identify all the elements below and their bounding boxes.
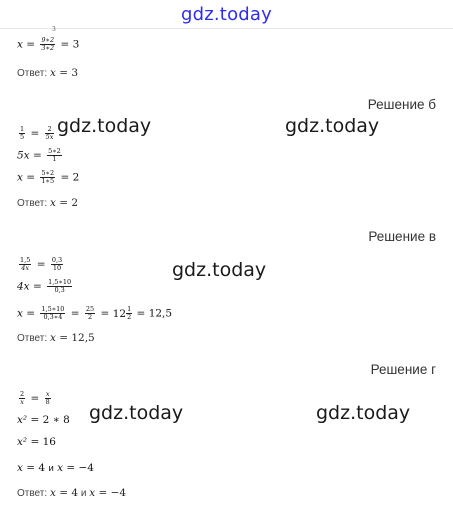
heading-solution-d: Решение г [370, 362, 436, 377]
equation-d-4: x = 4 и x = −4 [17, 462, 94, 474]
fraction: $\frac{9∗2}{3∗2}$ [41, 36, 55, 52]
watermark: gdz.today [89, 402, 184, 424]
site-logo[interactable]: gdz.today [180, 4, 272, 25]
watermark: gdz.today [57, 115, 152, 137]
cut-off-fragment: 3 [52, 26, 56, 33]
watermark: gdz.today [285, 115, 380, 137]
watermark: gdz.today [316, 402, 411, 424]
equation-c-2: 4x = $\frac{1,5∗10}{0,3}$ [17, 278, 72, 294]
equation-c-3: x = $\frac{1,5∗10}{0,3∗4}$ = $\frac{25}{2}$ = 12 $\frac{1}{2}$ = 12,5 [17, 305, 173, 321]
heading-solution-c: Решение в [368, 229, 436, 244]
answer-c: Ответ: x = 12,5 [17, 332, 95, 344]
site-header [0, 0, 453, 29]
answer-b: Ответ: x = 2 [17, 197, 79, 209]
equation-b-2: 5x = $\frac{5∗2}{1}$ [17, 147, 61, 163]
equation-c-1: $\frac{1,5}{4x}$ = $\frac{0,3}{10}$ [20, 256, 63, 272]
watermark: gdz.today [172, 259, 267, 281]
equation-d-2: x² = 2 ∗ 8 [17, 414, 70, 426]
answer-a: Ответ: x = 3 [17, 67, 79, 79]
heading-solution-b: Решение б [367, 97, 436, 112]
equation-a-1: x = $\frac{9∗2}{3∗2}$ = 3 [17, 36, 80, 52]
equation-b-1: $\frac{1}{5}$ = $\frac{2}{5x}$ [20, 125, 54, 141]
equation-d-1: $\frac{2}{x}$ = $\frac{x}{8}$ [20, 390, 50, 406]
equation-d-3: x² = 16 [17, 436, 56, 448]
answer-d: Ответ: x = 4 и x = −4 [17, 487, 127, 499]
equation-b-3: x = $\frac{5∗2}{1∗5}$ = 2 [17, 169, 80, 185]
